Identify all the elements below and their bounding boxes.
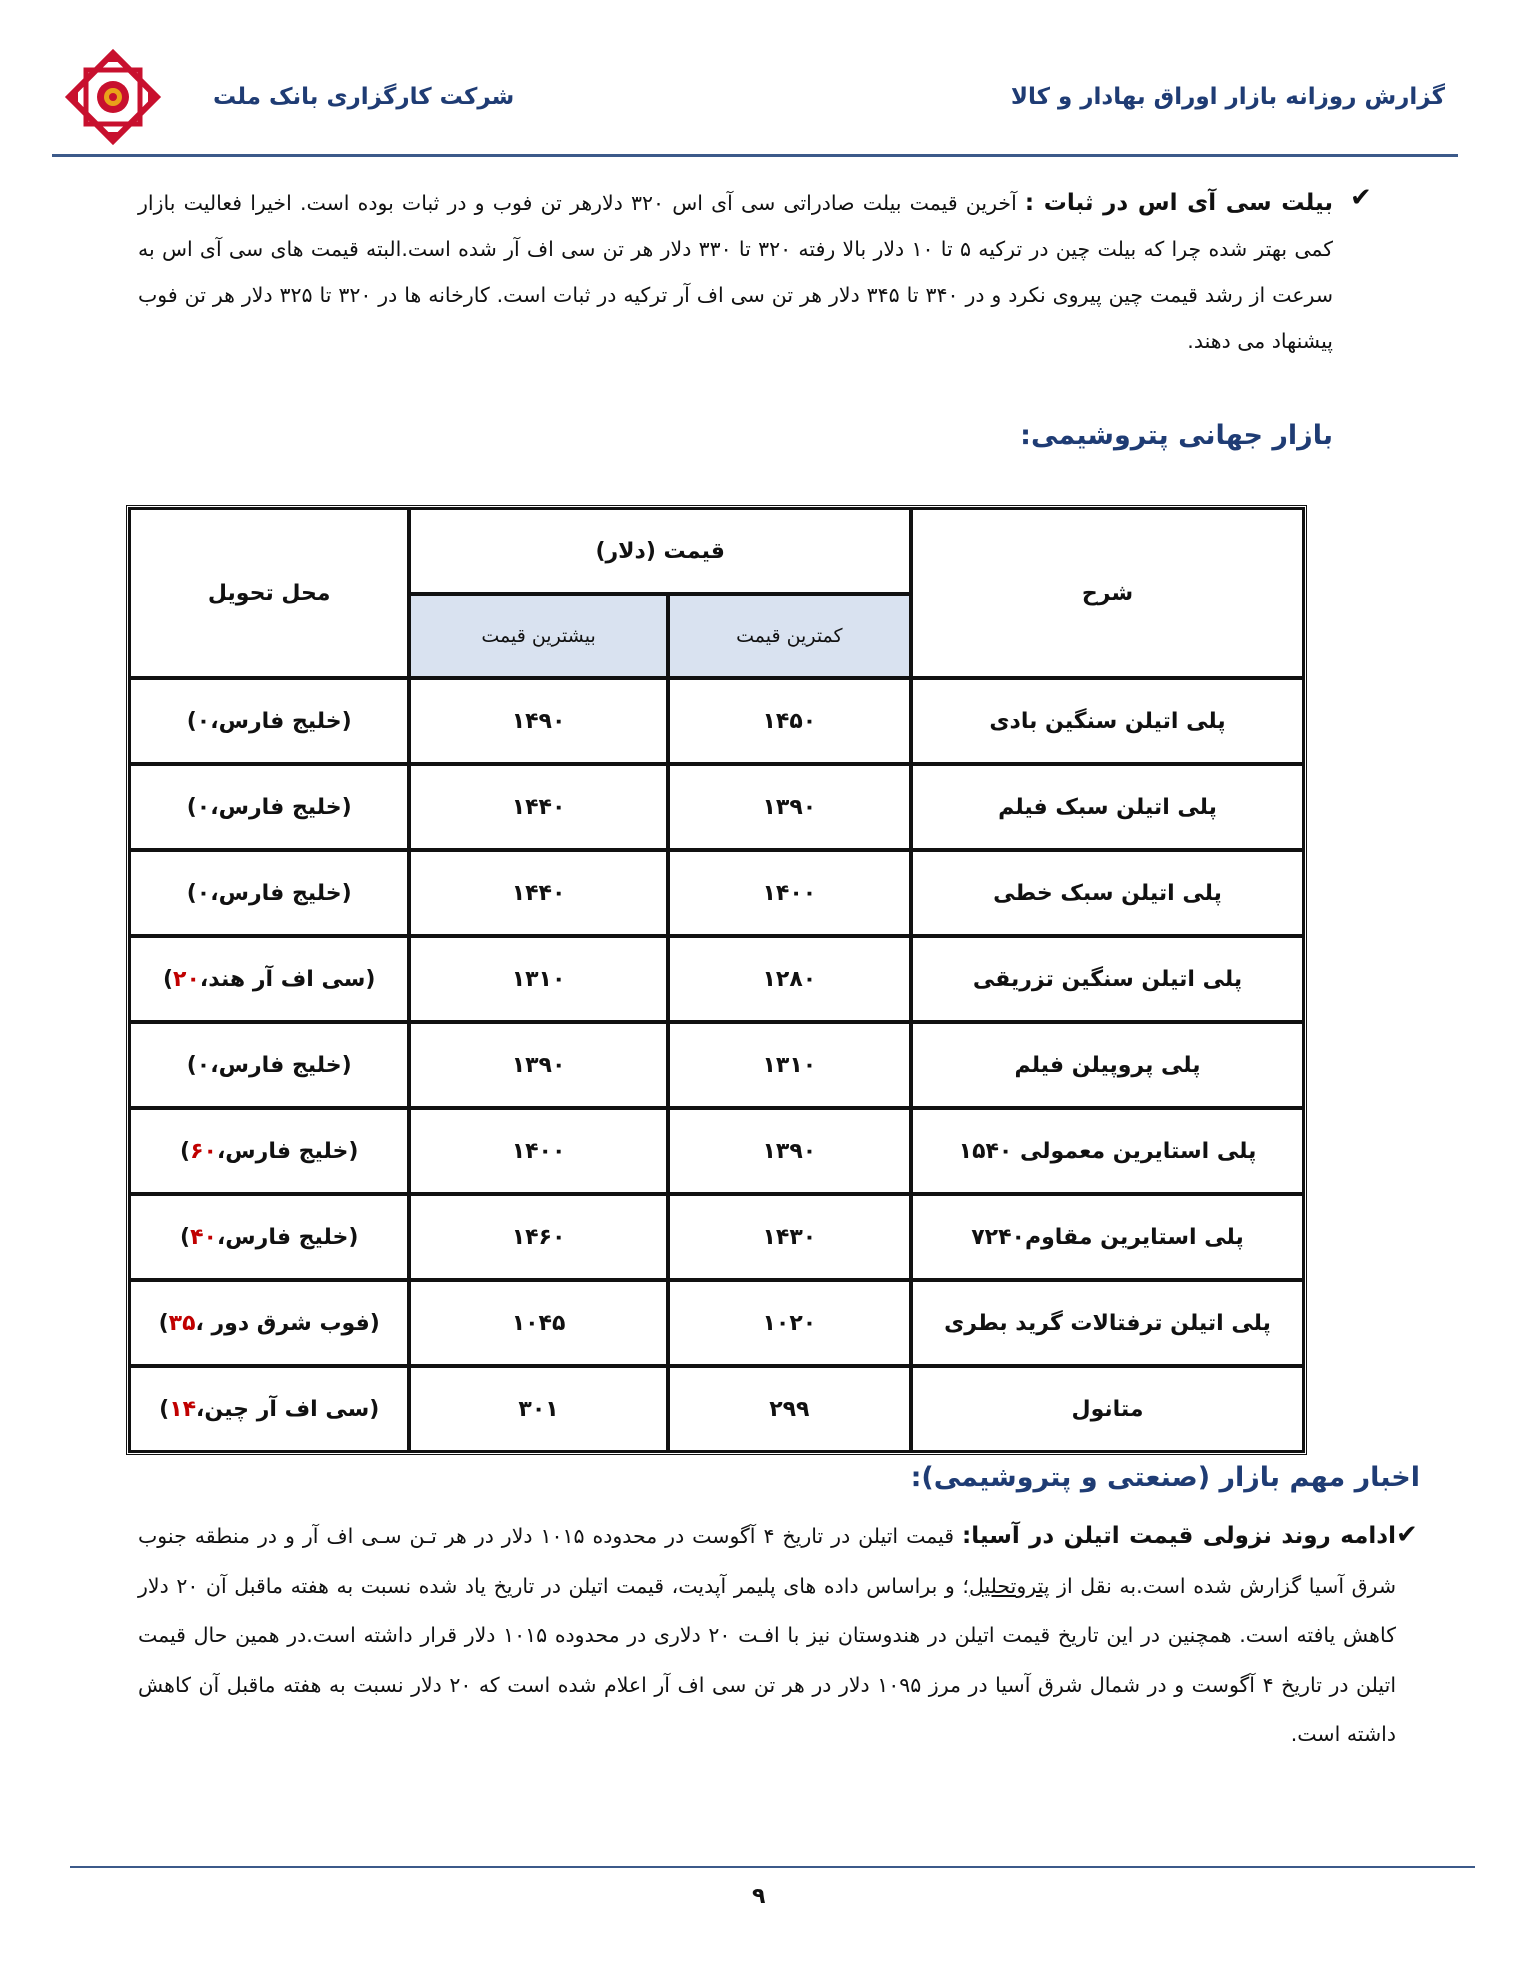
- cell-max-price: ۳۰۱: [409, 1366, 667, 1452]
- table-row: [129, 1022, 1304, 1108]
- cell-desc: پلی اتیلن ترفتالات گرید بطری: [911, 1280, 1304, 1366]
- check-icon: ✔: [1350, 183, 1372, 213]
- table-row: [129, 764, 1304, 850]
- cell-max-price: ۱۴۹۰: [409, 678, 667, 764]
- cell-desc: پلی پروپیلن فیلم: [911, 1022, 1304, 1108]
- news-source: پتروتحلیل: [968, 1573, 1050, 1598]
- price-change: ۰: [196, 1052, 211, 1078]
- cell-desc: پلی استایرین معمولی ۱۵۴۰: [911, 1108, 1304, 1194]
- delivery-place: (خلیج فارس،: [210, 1052, 352, 1078]
- header-min-price: کمترین قیمت: [668, 594, 911, 678]
- cell-min-price: ۱۴۰۰: [668, 850, 911, 936]
- delivery-close: ): [186, 708, 197, 734]
- delivery-place: (فوب شرق دور ،: [195, 1310, 380, 1336]
- delivery-close: ): [158, 1310, 169, 1336]
- price-change: ۲۰: [173, 966, 200, 992]
- cell-max-price: ۱۴۰۰: [409, 1108, 667, 1194]
- cell-min-price: ۱۰۲۰: [668, 1280, 911, 1366]
- cell-delivery: [129, 1022, 409, 1108]
- cell-max-price: ۱۴۶۰: [409, 1194, 667, 1280]
- cell-min-price: ۱۲۸۰: [668, 936, 911, 1022]
- cell-desc: پلی اتیلن سبک فیلم: [911, 764, 1304, 850]
- table-row: [129, 1366, 1304, 1452]
- delivery-close: ): [180, 1138, 191, 1164]
- price-change: ۶۰: [190, 1138, 217, 1164]
- cell-desc: پلی استایرین مقاوم۷۲۴۰: [911, 1194, 1304, 1280]
- company-name: شرکت کارگزاری بانک ملت: [213, 84, 515, 110]
- news-lead: ادامه روند نزولی قیمت اتیلن در آسیا:: [962, 1523, 1396, 1549]
- delivery-place: (سی اف آر چین،: [196, 1396, 380, 1422]
- billet-text: آخرین قیمت بیلت صادراتی سی آی اس ۳۲۰ دلارهر تن فوب و در ثبات بوده است. اخیرا فعالیت بازار کمی بهتر شده چرا که بیلت چین در ترکیه ۵ تا ۱۰ دلار بالا رفته ۳۲۰ تا ۳۳۰ دلار هر تن سی اف آر شده است.البته قیمت های سی آی اس به سرعت از رشد قیمت چین پیروی نکرد و در ۳۴۰ تا ۳۴۵ دلار هر تن سی اف آر ترکیه در ثبات است. کارخانه ها در ۳۲۰ تا ۳۲۵ دلار هر تن فوب پیشنهاد می دهند.: [138, 191, 1334, 353]
- cell-min-price: ۱۴۵۰: [668, 678, 911, 764]
- cell-min-price: ۱۳۹۰: [668, 764, 911, 850]
- billet-lead: بیلت سی آی اس در ثبات :: [1024, 190, 1334, 216]
- cell-delivery: [129, 1194, 409, 1280]
- delivery-place: (خلیج فارس،: [210, 794, 352, 820]
- cell-desc: پلی اتیلن سنگین بادی: [911, 678, 1304, 764]
- delivery-place: (خلیج فارس،: [216, 1224, 359, 1250]
- cell-min-price: ۱۳۹۰: [668, 1108, 911, 1194]
- section-heading-petrochem: بازار جهانی پتروشیمی:: [1020, 420, 1333, 451]
- cell-delivery: [129, 764, 409, 850]
- cell-max-price: ۱۴۴۰: [409, 764, 667, 850]
- delivery-place: (خلیج فارس،: [216, 1138, 359, 1164]
- header-delivery: محل تحویل: [129, 508, 409, 678]
- header-max-price: بیشترین قیمت: [409, 594, 667, 678]
- cell-delivery: [129, 1366, 409, 1452]
- header-price: قیمت (دلار): [409, 508, 911, 594]
- table-row: [129, 850, 1304, 936]
- news-text-b: ؛ و براساس داده های پلیمر آپدیت، قیمت اتیلن در تاریخ یاد شده نسبت به هفته ماقبل آن ۲۰ دلار کاهش یافته است. همچنین در این تاریخ قیمت اتیلن در هندوستان نیز با افـت ۲۰ دلاری در محدوده ۱۰۱۵ دلار قرار داشته است.در همین حال قیمت اتیلن در تاریخ ۴ آگوست و در شمال شرق آسیا در مرز ۱۰۹۵ دلار در هر تن سی اف آر اعلام شده است که ۲۰ دلار نسبت به هفته ماقبل آن کاهش داشته است.: [138, 1573, 1397, 1746]
- page-number: ۹: [752, 1884, 766, 1909]
- price-table: [126, 505, 1307, 1455]
- header-desc: شرح: [911, 508, 1304, 678]
- footer-divider: [70, 1866, 1475, 1868]
- price-change: ۱۴: [169, 1396, 197, 1422]
- cell-desc: پلی اتیلن سنگین تزریقی: [911, 936, 1304, 1022]
- table-row: [129, 1108, 1304, 1194]
- news-text-a: قیمت اتیلن در تاریخ ۴ آگوست در محدوده ۱۰۱۵ دلار در هر تـن سـی اف آر و در منطقه جنوب شرق آسیا گزارش شده است.به نقل از: [138, 1524, 1396, 1598]
- header-divider: [52, 154, 1458, 157]
- cell-desc: متانول: [911, 1366, 1304, 1452]
- delivery-place: (خلیج فارس،: [210, 708, 352, 734]
- report-title: گزارش روزانه بازار اوراق بهادار و کالا: [1010, 84, 1445, 110]
- cell-max-price: ۱۴۴۰: [409, 850, 667, 936]
- delivery-close: ): [180, 1224, 191, 1250]
- delivery-close: ): [186, 1052, 197, 1078]
- news-paragraph: [138, 1512, 1396, 1760]
- cell-delivery: [129, 936, 409, 1022]
- cell-min-price: ۱۴۳۰: [668, 1194, 911, 1280]
- price-change: ۴۰: [190, 1224, 217, 1250]
- check-icon: ✔: [1396, 1520, 1418, 1550]
- cell-delivery: [129, 1280, 409, 1366]
- delivery-place: (سی اف آر هند،: [199, 966, 376, 992]
- price-change: ۰: [196, 794, 211, 820]
- delivery-place: (خلیج فارس،: [210, 880, 352, 906]
- table-row: [129, 1194, 1304, 1280]
- cell-min-price: ۱۳۱۰: [668, 1022, 911, 1108]
- section-heading-news: اخبار مهم بازار (صنعتی و پتروشیمی):: [910, 1462, 1420, 1493]
- cell-delivery: [129, 678, 409, 764]
- price-change: ۰: [196, 708, 211, 734]
- price-change: ۳۵: [168, 1310, 196, 1336]
- price-change: ۰: [196, 880, 211, 906]
- cell-delivery: [129, 1108, 409, 1194]
- cell-max-price: ۱۳۹۰: [409, 1022, 667, 1108]
- cell-desc: پلی اتیلن سبک خطی: [911, 850, 1304, 936]
- billet-paragraph: [138, 180, 1333, 364]
- table-row: [129, 1280, 1304, 1366]
- cell-min-price: ۲۹۹: [668, 1366, 911, 1452]
- delivery-close: ): [186, 880, 197, 906]
- table-row: [129, 678, 1304, 764]
- company-logo: [62, 46, 164, 148]
- delivery-close: ): [186, 794, 197, 820]
- cell-delivery: [129, 850, 409, 936]
- delivery-close: ): [159, 1396, 170, 1422]
- table-row: [129, 936, 1304, 1022]
- cell-max-price: ۱۰۴۵: [409, 1280, 667, 1366]
- delivery-close: ): [162, 966, 174, 992]
- cell-max-price: ۱۳۱۰: [409, 936, 667, 1022]
